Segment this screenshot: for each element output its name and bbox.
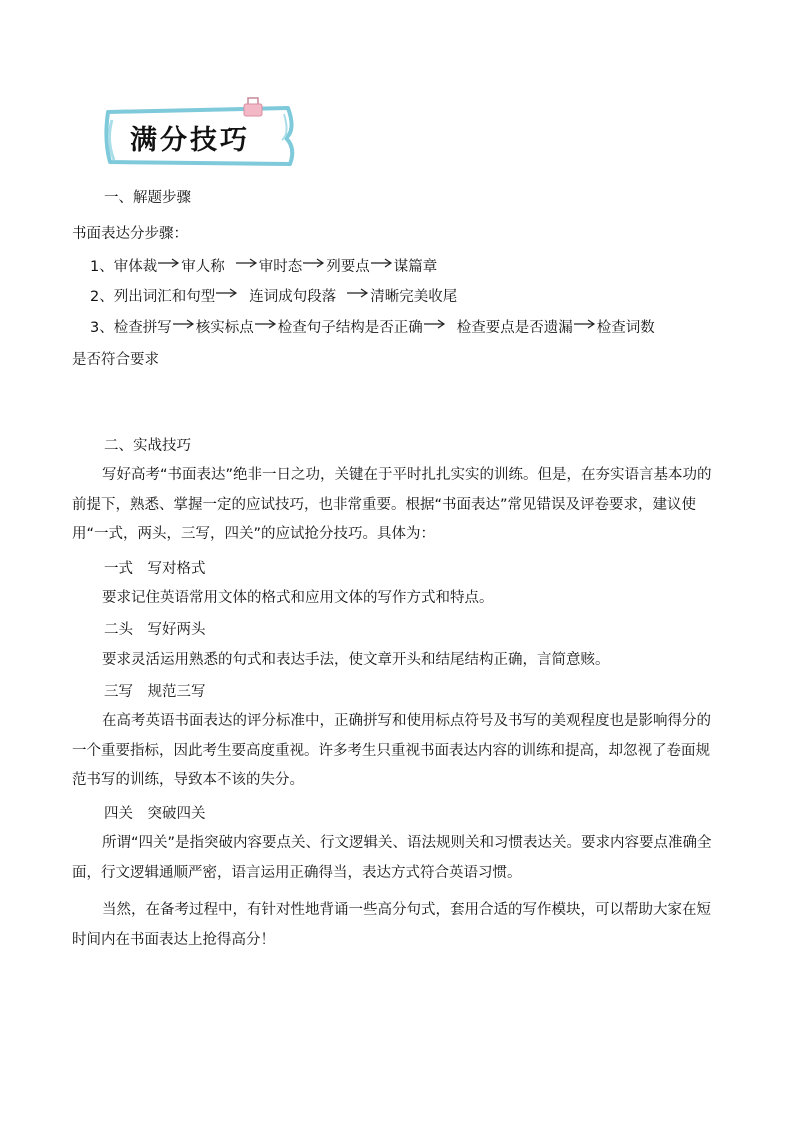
arrow-right-icon bbox=[371, 258, 393, 268]
step-item: 连词成句段落 bbox=[249, 289, 337, 305]
tip-label: 四关 bbox=[104, 806, 133, 822]
tip-body-1: 要求记住英语常用文体的格式和应用文体的写作方式和特点。 bbox=[102, 590, 494, 606]
tip-body-3: 在高考英语书面表达的评分标准中，正确拼写和使用标点符号及书写的美观程度也是影响得分的一个重要指标，因此考生要高度重视。许多考生只重视书面表达内容的训练和提高，却忽视了卷面规范书写的训练，导致本不该的失分。 bbox=[72, 713, 711, 788]
tip-heading-4 bbox=[104, 804, 206, 824]
section2-intro: 写好高考“书面表达”绝非一日之功，关键在于平时扎扎实实的训练。但是，在夯实语言基本功的前提下，熟悉、掌握一定的应试技巧，也非常重要。根据“书面表达”常见错误及评卷要求，建议使用“一式，两头，三写，四关”的应试抢分技巧。具体为： bbox=[72, 467, 712, 542]
step-item: 检查句子结构是否正确 bbox=[277, 320, 423, 336]
step-number: 3、 bbox=[90, 320, 114, 336]
arrow-right-icon bbox=[424, 319, 446, 329]
step-line-2 bbox=[90, 287, 457, 307]
step-item: 审时态 bbox=[258, 259, 303, 275]
arrow-right-icon bbox=[236, 258, 258, 268]
step-item: 清晰完美收尾 bbox=[370, 289, 458, 305]
step-item: 列出词汇和句型 bbox=[113, 289, 216, 305]
tip-heading-1 bbox=[104, 559, 206, 579]
binder-clip-icon bbox=[238, 96, 268, 118]
tip-body-4: 所谓“四关”是指突破内容要点关、行文逻辑关、语法规则关和习惯表达关。要求内容要点准确全面，行文逻辑通顺严密，语言运用正确得当，表达方式符合英语习惯。 bbox=[72, 835, 712, 881]
arrow-right-icon bbox=[216, 288, 238, 298]
section2-closing: 当然，在备考过程中，有针对性地背诵一些高分句式，套用合适的写作模块，可以帮助大家在短时间内在书面表达上抢得高分！ bbox=[72, 902, 711, 948]
step-item: 检查词数 bbox=[596, 320, 655, 336]
tip-title: 写对格式 bbox=[147, 561, 206, 577]
step-number: 1、 bbox=[90, 259, 114, 275]
section-banner bbox=[100, 100, 300, 170]
tip-label: 三写 bbox=[104, 684, 133, 700]
step-item: 核实标点 bbox=[195, 320, 254, 336]
step-item: 检查要点是否遗漏 bbox=[456, 320, 573, 336]
step-line-3-tail: 是否符合要求 bbox=[72, 352, 159, 368]
tip-title: 写好两头 bbox=[147, 622, 206, 638]
step-item: 谋篇章 bbox=[393, 259, 438, 275]
banner-title: 满分技巧 bbox=[130, 125, 250, 156]
step-item: 列要点 bbox=[326, 259, 370, 275]
step-line-1 bbox=[90, 257, 437, 277]
step-item: 审体裁 bbox=[113, 259, 158, 275]
arrow-right-icon bbox=[173, 319, 195, 329]
section1-intro: 书面表达分步骤： bbox=[72, 226, 188, 242]
arrow-right-icon bbox=[255, 319, 277, 329]
arrow-right-icon bbox=[347, 288, 369, 298]
section2-heading: 二、实战技巧 bbox=[104, 438, 191, 454]
arrow-right-icon bbox=[574, 319, 596, 329]
arrow-right-icon bbox=[303, 258, 325, 268]
arrow-right-icon bbox=[158, 258, 180, 268]
tip-heading-3 bbox=[104, 682, 206, 702]
tip-title: 突破四关 bbox=[147, 806, 206, 822]
section1-heading: 一、解题步骤 bbox=[104, 190, 191, 206]
step-line-3 bbox=[90, 318, 655, 338]
tip-heading-2 bbox=[104, 620, 206, 640]
step-item: 检查拼写 bbox=[113, 320, 172, 336]
step-number: 2、 bbox=[90, 289, 114, 305]
tip-title: 规范三写 bbox=[147, 684, 206, 700]
tip-label: 一式 bbox=[104, 561, 133, 577]
step-item: 审人称 bbox=[181, 259, 225, 275]
tip-label: 二头 bbox=[104, 622, 133, 638]
tip-body-2: 要求灵活运用熟悉的句式和表达手法，使文章开头和结尾结构正确，言简意赅。 bbox=[102, 652, 610, 668]
